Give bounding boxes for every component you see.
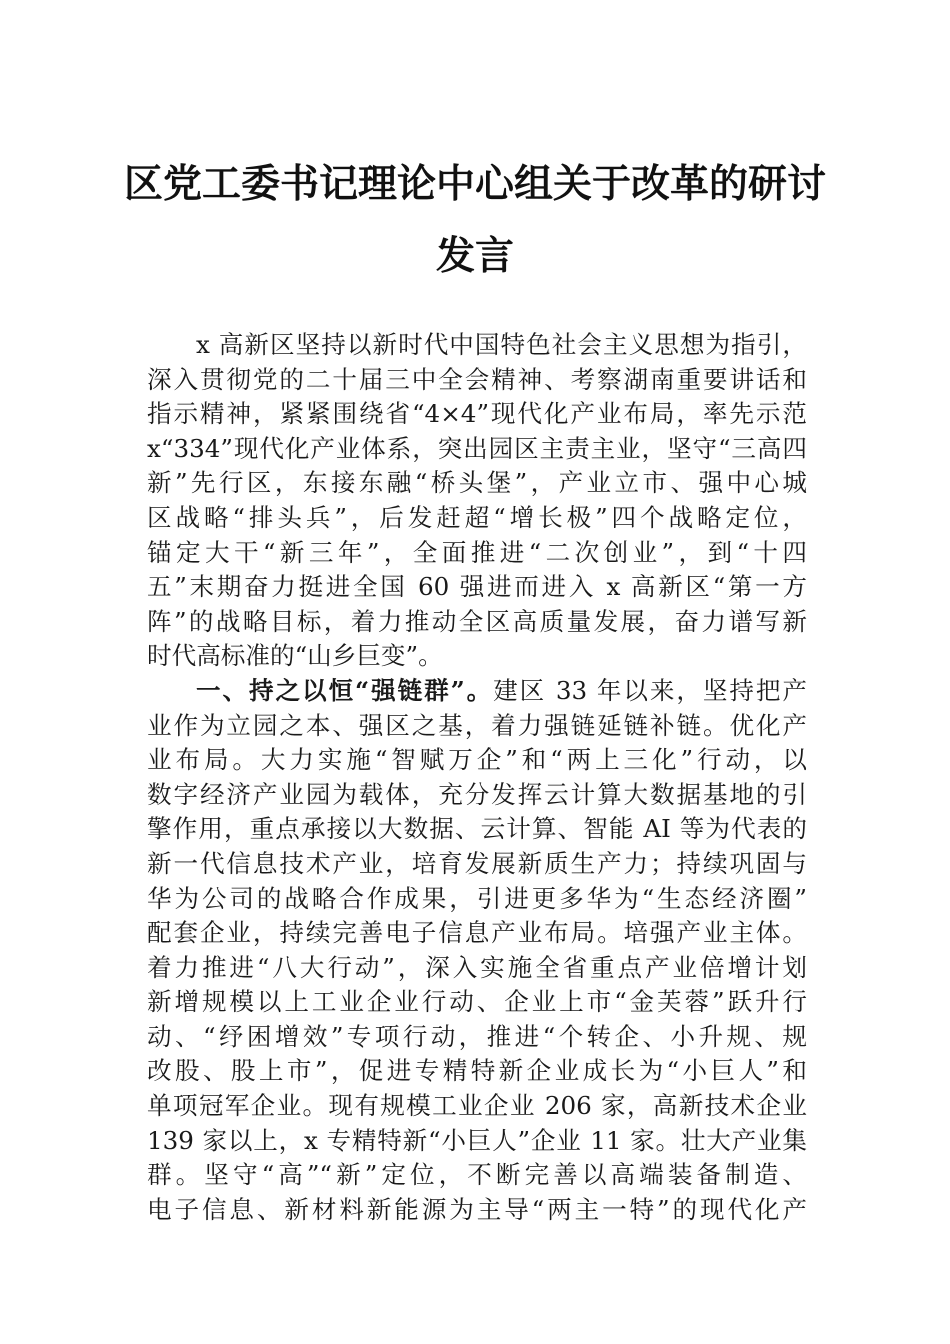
document-body	[147, 328, 807, 1227]
paragraph-line: 阵”的战略目标，着力推动全区高质量发展，奋力谱写新	[147, 606, 807, 636]
paragraph-line: 配套企业，持续完善电子信息产业布局。培强产业主体。	[147, 918, 807, 948]
paragraph-line: 新”先行区，东接东融“桥头堡”，产业立市、强中心城	[147, 468, 807, 498]
paragraph-intro	[147, 328, 807, 674]
paragraph-line: 华为公司的战略合作成果，引进更多华为“生态经济圈”	[147, 883, 807, 913]
paragraph-line: 电子信息、新材料新能源为主导“两主一特”的现代化产	[147, 1194, 807, 1224]
paragraph-line: 业作为立园之本、强区之基，着力强链延链补链。优化产	[147, 710, 807, 740]
paragraph-line: 着力推进“八大行动”，深入实施全省重点产业倍增计划	[147, 952, 807, 982]
paragraph-line: x“334”现代化产业体系，突出园区主责主业，坚守“三高四	[147, 433, 807, 463]
document-title-line-2: 发言	[435, 233, 514, 279]
paragraph-line: 改股、股上市”，促进专精特新企业成长为“小巨人”和	[147, 1056, 807, 1086]
paragraph-line: 时代高标准的“山乡巨变”。	[147, 641, 443, 671]
paragraph-line: 单项冠军企业。现有规模工业企业 206 家，高新技术企业	[147, 1091, 807, 1121]
paragraph-line: 五”末期奋力挺进全国 60 强进而进入 x 高新区“第一方	[147, 572, 807, 602]
paragraph-line: 锚定大干“新三年”，全面推进“二次创业”，到“十四	[147, 537, 807, 567]
paragraph-line: 指示精神，紧紧围绕省“4×4”现代化产业布局，率先示范	[147, 399, 807, 429]
paragraph-line: 深入贯彻党的二十届三中全会精神、考察湖南重要讲话和	[147, 364, 807, 394]
section-first-line-text: 建区 33 年以来，坚持把产	[493, 675, 807, 705]
paragraph-line: 新增规模以上工业企业行动、企业上市“金芙蓉”跃升行	[147, 987, 807, 1017]
paragraph-line: 群。坚守“高”“新”定位，不断完善以高端装备制造、	[147, 1160, 807, 1190]
paragraph-line: 新一代信息技术产业，培育发展新质生产力；持续巩固与	[147, 848, 807, 878]
paragraph-line: 139 家以上，x 专精特新“小巨人”企业 11 家。壮大产业集	[147, 1125, 807, 1155]
document-title-line-1: 区党工委书记理论中心组关于改革的研讨	[123, 161, 826, 207]
paragraph-line: x 高新区坚持以新时代中国特色社会主义思想为指引，	[196, 330, 807, 359]
paragraph-line: 区战略“排头兵”，后发赶超“增长极”四个战略定位，	[147, 502, 807, 532]
paragraph-line: 业布局。大力实施“智赋万企”和“两上三化”行动，以	[147, 745, 807, 775]
paragraph-section-one	[147, 674, 807, 1228]
paragraph-line: 动、“纾困增效”专项行动，推进“个转企、小升规、规	[147, 1021, 807, 1051]
paragraph-line: 数字经济产业园为载体，充分发挥云计算大数据基地的引	[147, 779, 807, 809]
paragraph-line: 擎作用，重点承接以大数据、云计算、智能 AI 等为代表的	[147, 814, 807, 844]
section-heading: 一、持之以恒“强链群”。	[196, 675, 494, 705]
paragraph-line	[147, 674, 807, 709]
